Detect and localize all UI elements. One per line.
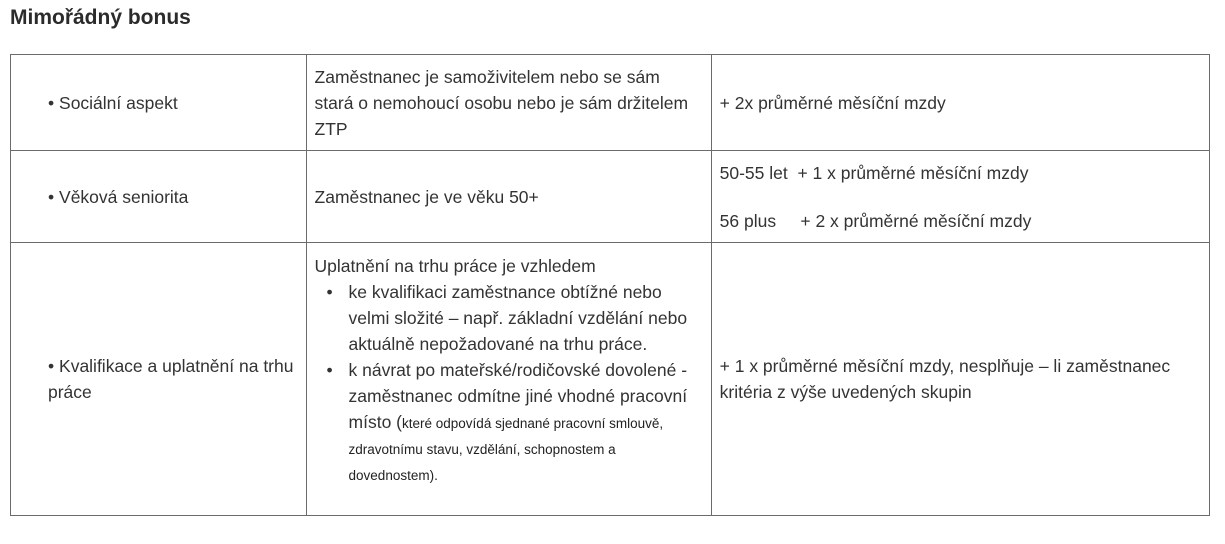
- category-label: Kvalifikace a uplatnění na trhu práce: [48, 356, 294, 402]
- list-item-text: ke kvalifikaci zaměstnance obtížné nebo velmi složité – např. základní vzdělání nebo aktuálně nepožadované na trhu práce.: [348, 282, 688, 354]
- condition-cell: [306, 243, 711, 516]
- category-cell: [11, 151, 307, 243]
- list-item-note: které odpovídá sjednané pracovní smlouvě, zdravotnímu stavu, vzdělání, schopnostem a dovednostem).: [348, 416, 664, 483]
- bullet: •: [326, 282, 333, 302]
- table-row: [11, 151, 1210, 243]
- list-item: [326, 357, 703, 487]
- category-cell: [11, 243, 307, 516]
- bonus-text: + 1 x průměrné měsíční mzdy, nesplňuje – li zaměstnanec kritéria z výše uvedených skupin: [719, 356, 1171, 402]
- bonus-cell: [711, 55, 1209, 151]
- condition-list: [315, 279, 703, 487]
- condition-intro: Uplatnění na trhu práce je vzhledem: [314, 256, 596, 276]
- table-row: [11, 55, 1210, 151]
- condition-text: Zaměstnanec je samoživitelem nebo se sám stará o nemohoucí osobu nebo je sám držitelem ZTP: [314, 66, 689, 139]
- bonus-cell: [711, 243, 1209, 516]
- bullet: •: [48, 92, 55, 113]
- bonus-cell: [711, 151, 1209, 243]
- condition-cell: [306, 55, 711, 151]
- bullet: •: [48, 356, 55, 376]
- bonus-line: 56 plus + 2 x průměrné měsíční mzdy: [719, 210, 1032, 231]
- list-item: [326, 279, 703, 357]
- bonus-table: [10, 54, 1210, 516]
- bullet: •: [48, 186, 55, 207]
- table-row: [11, 243, 1210, 516]
- category-label: Věková seniorita: [59, 186, 189, 207]
- category-label: Sociální aspekt: [59, 92, 178, 113]
- list-item-text: k návrat po mateřské/rodičovské dovolené - zaměstnanec odmítne jiné vhodné pracovní místo (: [348, 360, 688, 432]
- condition-cell: [306, 151, 711, 243]
- category-cell: [11, 55, 307, 151]
- bonus-line: 50-55 let + 1 x průměrné měsíční mzdy: [719, 162, 1029, 183]
- section-title: Mimořádný bonus: [10, 6, 191, 29]
- condition-text: Zaměstnanec je ve věku 50+: [314, 186, 539, 207]
- bonus-text: + 2x průměrné měsíční mzdy: [719, 92, 946, 113]
- bullet: •: [326, 360, 333, 380]
